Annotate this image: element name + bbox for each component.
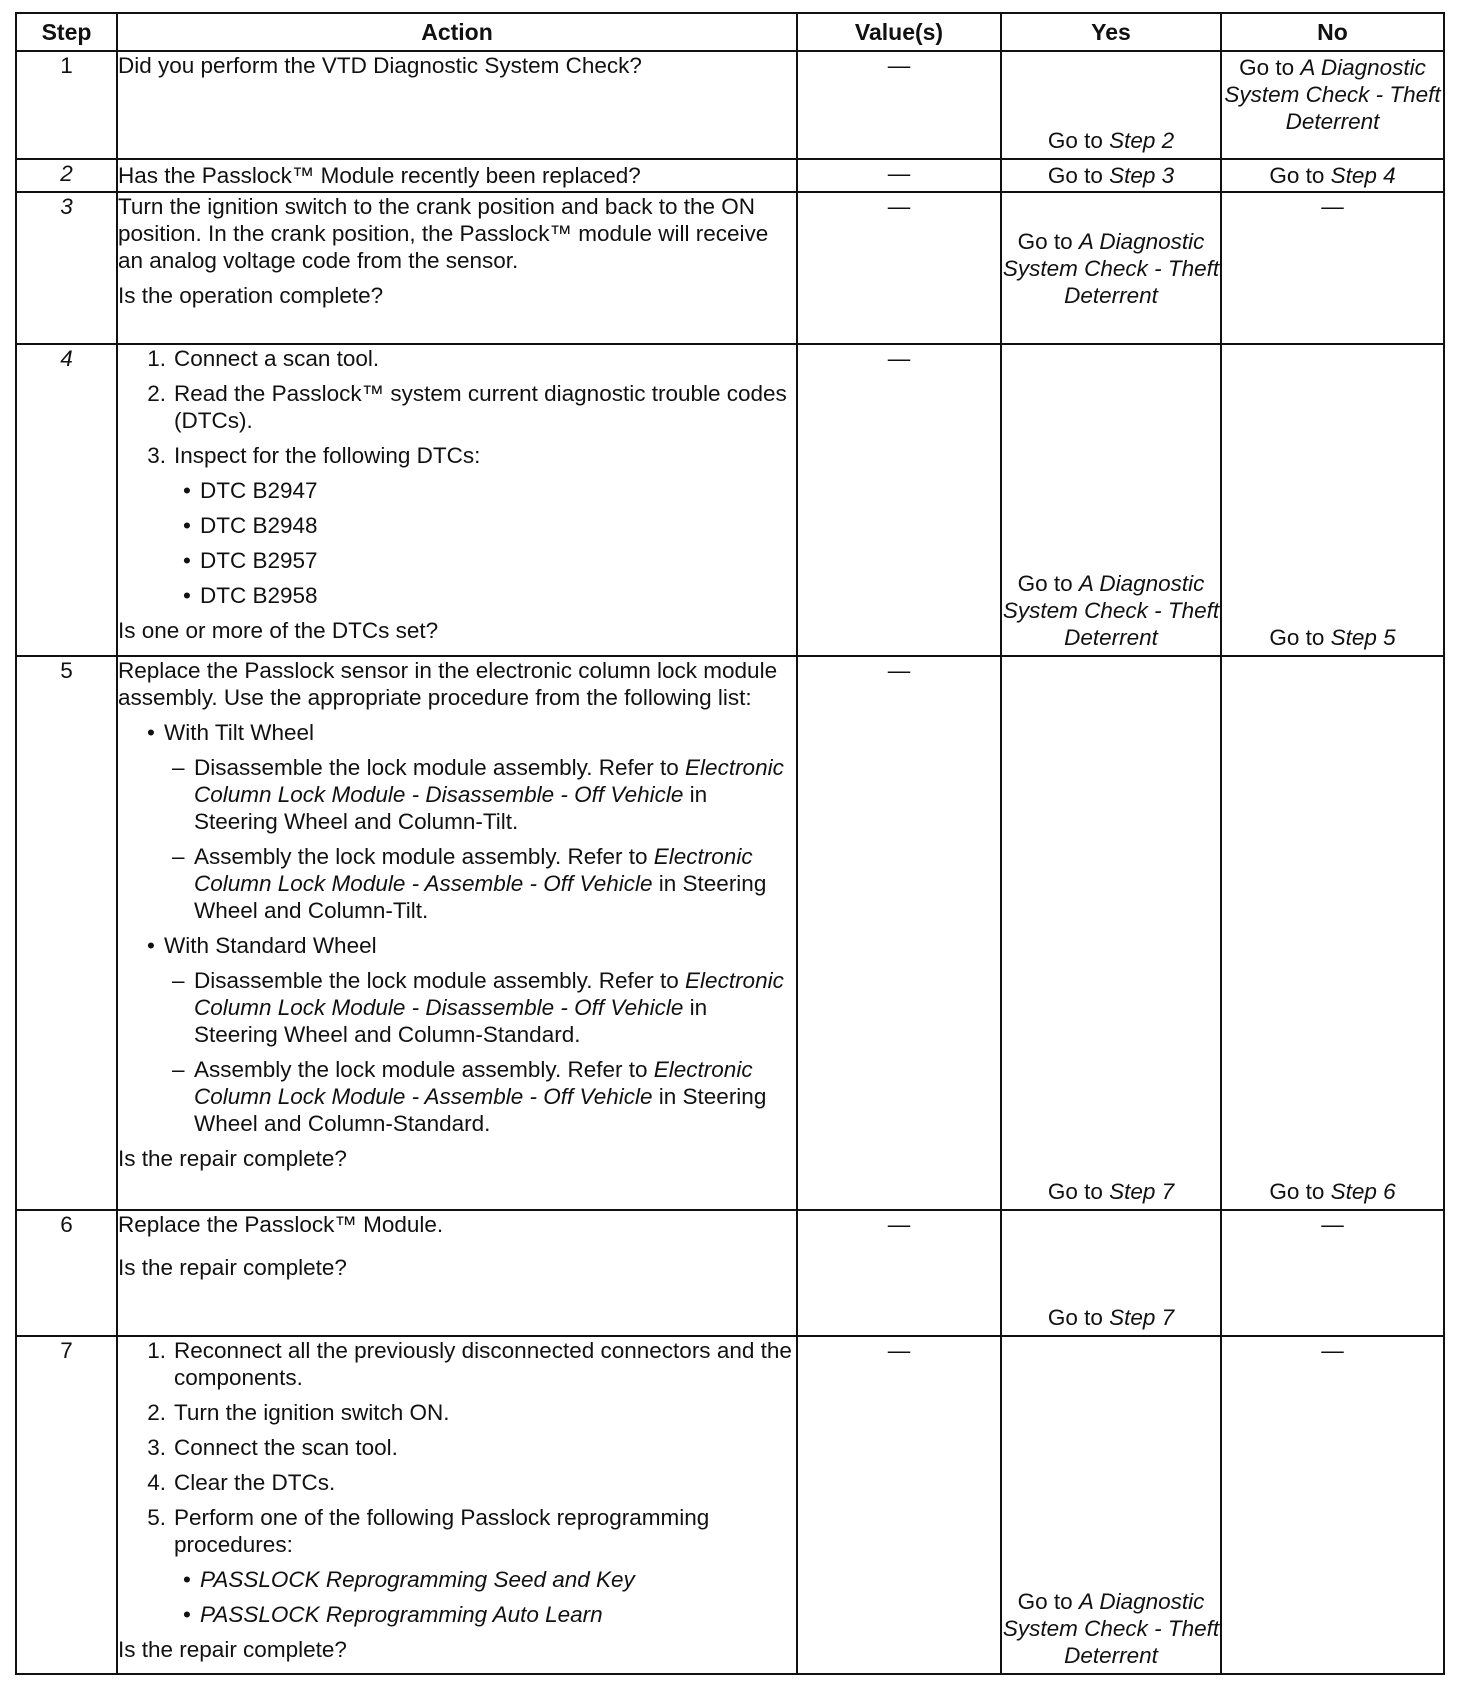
- table-row: [16, 51, 1444, 159]
- procedure-link[interactable]: Electronic Column Lock Module - Disassemble - Off Vehicle: [194, 755, 784, 807]
- no-prefix: Go to: [1269, 163, 1331, 188]
- table-row: [16, 192, 1444, 344]
- action-cell: [117, 1336, 797, 1674]
- yes-prefix: Go to: [1017, 1589, 1079, 1614]
- procedure-item: • PASSLOCK Reprogramming Auto Learn: [174, 1601, 796, 1628]
- table-row: [16, 656, 1444, 1210]
- yes-cell[interactable]: [1001, 1336, 1221, 1674]
- table-row: [16, 159, 1444, 192]
- step-number: 5: [16, 656, 117, 1210]
- action-cell: [117, 159, 797, 192]
- list-item: 1. Connect a scan tool.: [147, 346, 380, 371]
- sub-item: – Disassemble the lock module assembly. Refer to Electronic Column Lock Module - Disassemble - Off Vehicle in Steering Wheel and Column-Standard.: [172, 968, 784, 1047]
- diagnostic-table: [15, 12, 1445, 1675]
- sub-item: – Assembly the lock module assembly. Refer to Electronic Column Lock Module - Assemble - Off Vehicle in Steering Wheel and Column-Standard.: [172, 1057, 767, 1136]
- yes-prefix: Go to: [1047, 128, 1110, 153]
- list-item: 4. Clear the DTCs.: [147, 1470, 336, 1495]
- yes-link[interactable]: Step 7: [1109, 1305, 1175, 1330]
- action-paragraph: Turn the ignition switch to the crank position and back to the ON position. In the crank position, the Passlock™ module will receive an analog voltage code from the sensor.: [118, 194, 769, 273]
- action-question: Did you perform the VTD Diagnostic System Check?: [118, 53, 642, 78]
- action-cell: [117, 51, 797, 159]
- action-cell: [117, 1210, 797, 1336]
- yes-cell[interactable]: [1001, 51, 1221, 159]
- action-question: Is the repair complete?: [118, 1637, 347, 1662]
- dtc-item: • DTC B2948: [183, 513, 318, 538]
- action-question: Is one or more of the DTCs set?: [118, 618, 439, 643]
- no-link[interactable]: Step 6: [1330, 1179, 1396, 1204]
- header-step: Step: [16, 13, 117, 51]
- ordered-list: [138, 1337, 796, 1558]
- no-prefix: Go to: [1269, 1179, 1331, 1204]
- no-cell: —: [1221, 192, 1444, 344]
- action-cell: [117, 344, 797, 656]
- list-item: 5. Perform one of the following Passlock reprogramming procedures:: [147, 1505, 710, 1557]
- list-item: 2. Read the Passlock™ system current diagnostic trouble codes (DTCs).: [147, 381, 787, 433]
- procedure-item: • PASSLOCK Reprogramming Seed and Key: [174, 1566, 796, 1593]
- procedure-link[interactable]: PASSLOCK Reprogramming Seed and Key: [200, 1567, 635, 1592]
- step-number: 1: [16, 51, 117, 159]
- yes-prefix: Go to: [1047, 163, 1110, 188]
- ordered-list: [138, 345, 796, 469]
- procedure-link[interactable]: PASSLOCK Reprogramming Auto Learn: [200, 1602, 603, 1627]
- value-cell: —: [797, 1210, 1001, 1336]
- yes-prefix: Go to: [1047, 1179, 1110, 1204]
- dtc-item: • DTC B2958: [183, 583, 318, 608]
- action-question: Is the repair complete?: [118, 1255, 347, 1280]
- action-cell: [117, 656, 797, 1210]
- no-link[interactable]: Step 4: [1330, 163, 1396, 188]
- value-cell: —: [797, 1336, 1001, 1674]
- action-question: Has the Passlock™ Module recently been replaced?: [118, 163, 641, 188]
- yes-prefix: Go to: [1047, 1305, 1110, 1330]
- no-cell[interactable]: [1221, 51, 1444, 159]
- table-row: [16, 1210, 1444, 1336]
- yes-prefix: Go to: [1017, 228, 1079, 254]
- group-label: • With Tilt Wheel: [147, 720, 315, 745]
- table-row: [16, 1336, 1444, 1674]
- table-row: [16, 344, 1444, 656]
- procedure-link[interactable]: Electronic Column Lock Module - Assemble - Off Vehicle: [194, 1057, 753, 1109]
- header-yes: Yes: [1001, 13, 1221, 51]
- yes-cell[interactable]: [1001, 1210, 1221, 1336]
- header-no: No: [1221, 13, 1444, 51]
- action-paragraph: Replace the Passlock™ Module.: [118, 1212, 444, 1237]
- no-cell[interactable]: [1221, 159, 1444, 192]
- action-cell: [117, 192, 797, 344]
- no-link[interactable]: A Diagnostic System Check - Theft Deterrent: [1224, 55, 1441, 134]
- yes-link[interactable]: Step 3: [1109, 163, 1175, 188]
- step-number: 6: [16, 1210, 117, 1336]
- yes-link[interactable]: A Diagnostic System Check - Theft Deterrent: [1002, 1589, 1220, 1668]
- yes-cell[interactable]: [1001, 192, 1221, 344]
- sub-item: – Disassemble the lock module assembly. Refer to Electronic Column Lock Module - Disassemble - Off Vehicle in Steering Wheel and Column-Tilt.: [172, 755, 784, 834]
- no-prefix: Go to: [1239, 55, 1301, 80]
- list-item: 3. Inspect for the following DTCs:: [147, 443, 481, 468]
- dtc-item: • DTC B2947: [183, 478, 318, 503]
- no-prefix: Go to: [1269, 625, 1331, 650]
- yes-link[interactable]: A Diagnostic System Check - Theft Deterrent: [1002, 571, 1220, 650]
- sub-item: – Assembly the lock module assembly. Refer to Electronic Column Lock Module - Assemble - Off Vehicle in Steering Wheel and Column-Tilt.: [172, 844, 767, 923]
- procedure-link[interactable]: Electronic Column Lock Module - Disassemble - Off Vehicle: [194, 968, 784, 1020]
- no-link[interactable]: Step 5: [1330, 625, 1396, 650]
- dtc-item: • DTC B2957: [183, 548, 318, 573]
- step-number: 7: [16, 1336, 117, 1674]
- list-item: 2. Turn the ignition switch ON.: [147, 1400, 450, 1425]
- header-action: Action: [117, 13, 797, 51]
- value-cell: —: [797, 656, 1001, 1210]
- group-label: • With Standard Wheel: [147, 933, 377, 958]
- no-cell: —: [1221, 1210, 1444, 1336]
- value-cell: —: [797, 344, 1001, 656]
- yes-cell[interactable]: [1001, 159, 1221, 192]
- yes-cell[interactable]: [1001, 656, 1221, 1210]
- action-paragraph: Replace the Passlock sensor in the electronic column lock module assembly. Use the appropriate procedure from the following list:: [118, 658, 778, 710]
- yes-link[interactable]: Step 7: [1109, 1179, 1175, 1204]
- action-question: Is the operation complete?: [118, 283, 384, 308]
- yes-link[interactable]: A Diagnostic System Check - Theft Deterrent: [1002, 228, 1220, 308]
- procedure-link[interactable]: Electronic Column Lock Module - Assemble - Off Vehicle: [194, 844, 753, 896]
- no-cell[interactable]: [1221, 656, 1444, 1210]
- no-cell[interactable]: [1221, 344, 1444, 656]
- list-item: 1. Reconnect all the previously disconnected connectors and the components.: [147, 1338, 792, 1390]
- action-question: Is the repair complete?: [118, 1146, 347, 1171]
- value-cell: —: [797, 159, 1001, 192]
- yes-link[interactable]: Step 2: [1109, 128, 1175, 153]
- step-number: 3: [16, 192, 117, 344]
- yes-cell[interactable]: [1001, 344, 1221, 656]
- header-values: Value(s): [797, 13, 1001, 51]
- header-row: [16, 13, 1444, 51]
- step-number: 2: [16, 159, 117, 192]
- step-number: 4: [16, 344, 117, 656]
- value-cell: —: [797, 192, 1001, 344]
- no-cell: —: [1221, 1336, 1444, 1674]
- yes-prefix: Go to: [1017, 571, 1079, 596]
- value-cell: —: [797, 51, 1001, 159]
- list-item: 3. Connect the scan tool.: [147, 1435, 398, 1460]
